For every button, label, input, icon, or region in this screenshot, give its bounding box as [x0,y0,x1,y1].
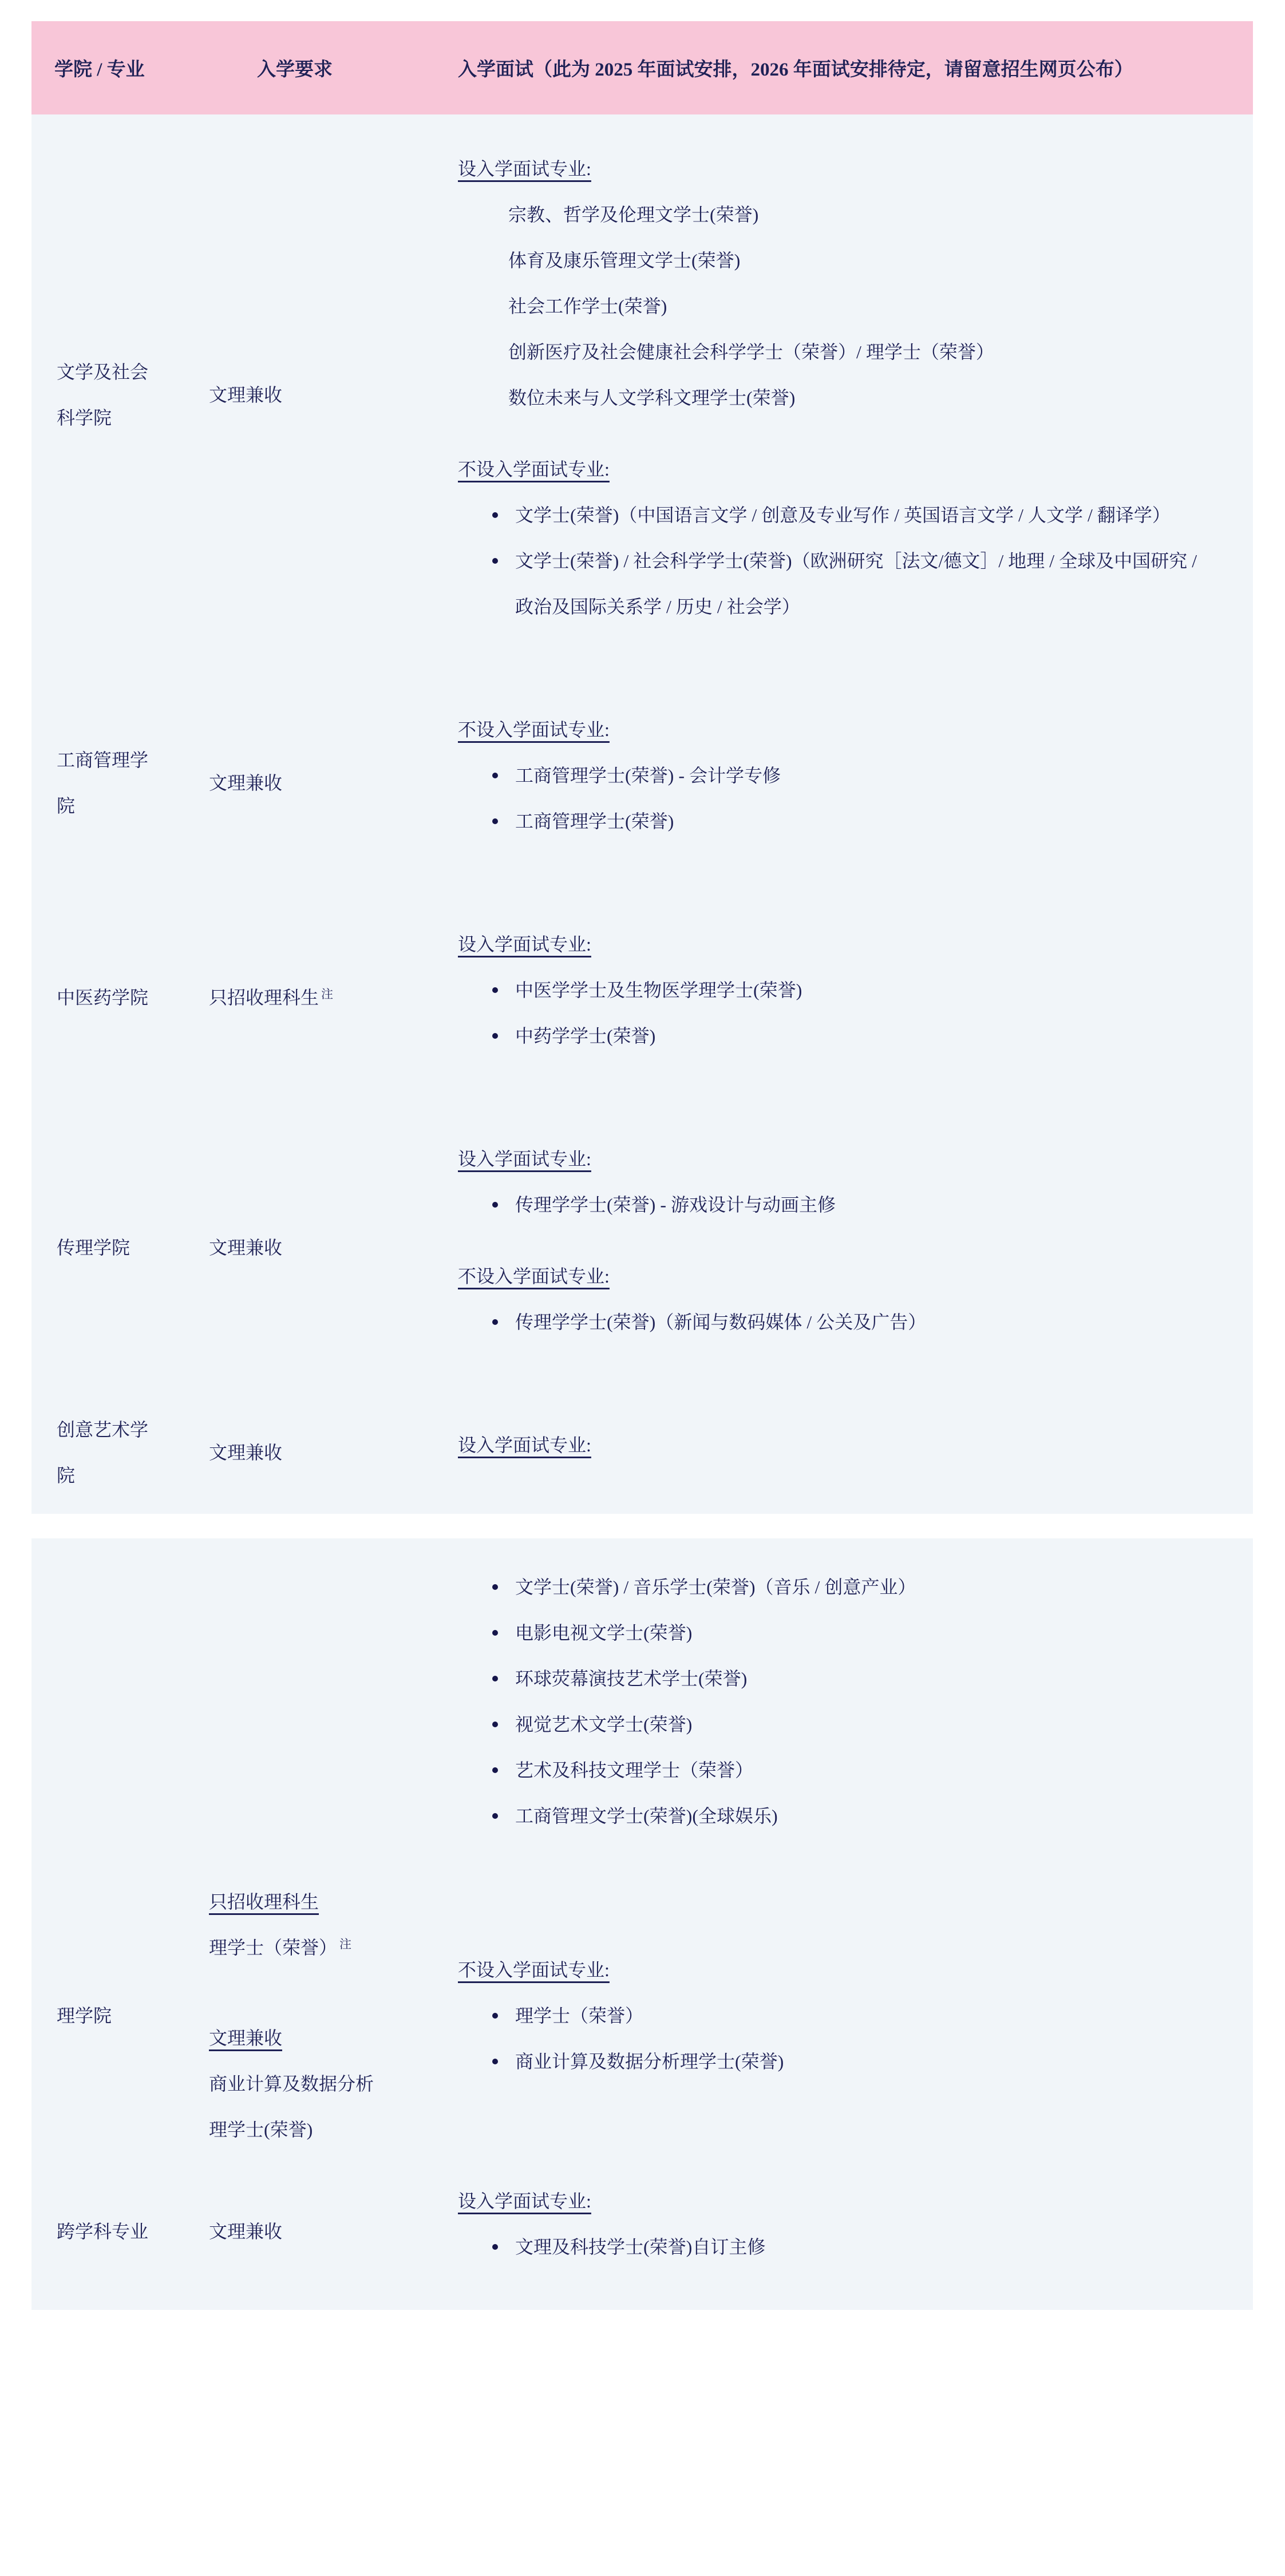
admission-requirement: 文理兼收 [180,2152,409,2310]
table-row-science [31,1879,1253,2152]
college-name: 文学及社会科学院 [31,114,180,675]
header-college-major: 学院 / 专业 [31,21,180,114]
list-item: 商业计算及数据分析理学士(荣誉) [515,2039,1219,2084]
college-name: 理学院 [31,1879,180,2152]
admission-requirement: 只招收理科生 $^注$ [180,890,409,1105]
requirement-line: 只招收理科生 [209,1892,319,1912]
list-item: 中药学学士(荣誉) [515,1013,1219,1059]
with-interview-list [458,192,1219,421]
with-interview-label: 设入学面试专业: [458,934,591,955]
list-item: 宗教、哲学及伦理文学士(荣誉) [508,204,759,225]
admission-requirement: 文理兼收 [180,675,409,890]
table-section-gap [0,1514,1285,1538]
list-item: 中医学学士及生物医学理学士(荣誉) [515,967,1219,1013]
college-name: 传理学院 [31,1105,180,1391]
without-interview-label: 不设入学面试专业: [458,1266,610,1287]
interview-info-cell [409,2152,1253,2310]
college-name: 跨学科专业 [31,2152,180,2310]
header-admission-requirement: 入学要求 [180,21,409,114]
requirement-line: 文理兼收 [209,2028,283,2048]
requirement-line: 理学士（荣誉） $^注$ [209,1937,352,1958]
table-row-creative-arts [31,1391,1253,1514]
admission-requirement: 文理兼收 [180,1391,409,1514]
list-item: 文学士(荣誉)（中国语言文学 / 创意及专业写作 / 英国语言文学 / 人文学 / 翻译学） [515,492,1219,538]
with-interview-label: 设入学面试专业: [458,1149,591,1169]
list-item: 文理及科技学士(荣誉)自订主修 [515,2224,1219,2270]
list-item: 文学士(荣誉) / 音乐学士(荣誉)（音乐 / 创意产业） [515,1564,1219,1610]
admission-requirement: 文理兼收 [180,1105,409,1391]
list-item: 电影电视文学士(荣誉) [515,1610,1219,1656]
list-item: 工商管理文学士(荣誉)(全球娱乐) [515,1793,1219,1839]
without-interview-list [458,492,1219,630]
interview-info-cell [409,1105,1253,1391]
without-interview-label: 不设入学面试专业: [458,1960,610,1980]
admission-requirement [180,1879,409,2152]
table-header [31,21,1253,114]
interview-info-cell [409,890,1253,1105]
list-item: 工商管理学士(荣誉) - 会计学专修 [515,753,1219,798]
table-row-creative-arts-programmes [31,1538,1253,1879]
empty-cell [31,1538,180,1879]
empty-cell [180,1538,409,1879]
footnote-marker: 注 [321,987,334,1001]
without-interview-label: 不设入学面试专业: [458,719,610,740]
with-interview-list [458,967,1219,1059]
list-item: 创新医疗及社会健康社会科学学士（荣誉）/ 理学士（荣誉） [508,342,994,362]
list-item: 视觉艺术文学士(荣誉) [515,1701,1219,1747]
interview-info-cell [409,114,1253,675]
table-row-arts-social-sciences [31,114,1253,675]
with-interview-label: 设入学面试专业: [458,1435,591,1455]
list-item: 环球荧幕演技艺术学士(荣誉) [515,1656,1219,1701]
admissions-table-block-1 [31,21,1253,1514]
table-row-chinese-medicine [31,890,1253,1105]
header-admission-interview: 入学面试（此为 2025 年面试安排，2026 年面试安排待定，请留意招生网页公布） [409,21,1253,114]
list-item: 体育及康乐管理文学士(荣誉) [508,250,741,271]
requirement-line: 商业计算及数据分析 [209,2074,374,2094]
list-item: 工商管理学士(荣誉) [515,798,1219,844]
interview-info-cell [409,1391,1253,1514]
table-row-business [31,675,1253,890]
with-interview-label: 设入学面试专业: [458,159,591,179]
with-interview-list [458,1182,1219,1228]
admission-requirement: 文理兼收 [180,114,409,675]
list-item: 传理学学士(荣誉) - 游戏设计与动画主修 [515,1182,1219,1228]
interview-info-cell [409,1538,1253,1879]
list-item: 理学士（荣誉） [515,1993,1219,2039]
list-item: 社会工作学士(荣誉) [508,296,667,316]
list-item: 传理学学士(荣誉)（新闻与数码媒体 / 公关及广告） [515,1299,1219,1345]
list-item: 数位未来与人文学科文理学士(荣誉) [508,387,796,408]
with-interview-list [458,2224,1219,2270]
college-name: 创意艺术学院 [31,1391,180,1514]
with-interview-label: 设入学面试专业: [458,2191,591,2211]
admissions-table-block-2 [31,1538,1253,2310]
table-row-interdisciplinary [31,2152,1253,2310]
table-row-communication [31,1105,1253,1391]
without-interview-label: 不设入学面试专业: [458,459,610,480]
without-interview-list [458,753,1219,844]
college-name: 中医药学院 [31,890,180,1105]
with-interview-list [458,1564,1219,1839]
list-item: 艺术及科技文理学士（荣誉） [515,1747,1219,1793]
footnote-marker: 注 [339,1937,352,1951]
list-item: 文学士(荣誉) / 社会科学学士(荣誉)（欧洲研究［法文/德文］/ 地理 / 全球及中国研究 / 政治及国际关系学 / 历史 / 社会学） [515,538,1219,630]
requirement-line: 理学士(荣誉) [209,2119,313,2140]
without-interview-list [458,1299,1219,1345]
without-interview-list [458,1993,1219,2084]
interview-info-cell [409,675,1253,890]
interview-info-cell [409,1879,1253,2152]
college-name: 工商管理学院 [31,675,180,890]
